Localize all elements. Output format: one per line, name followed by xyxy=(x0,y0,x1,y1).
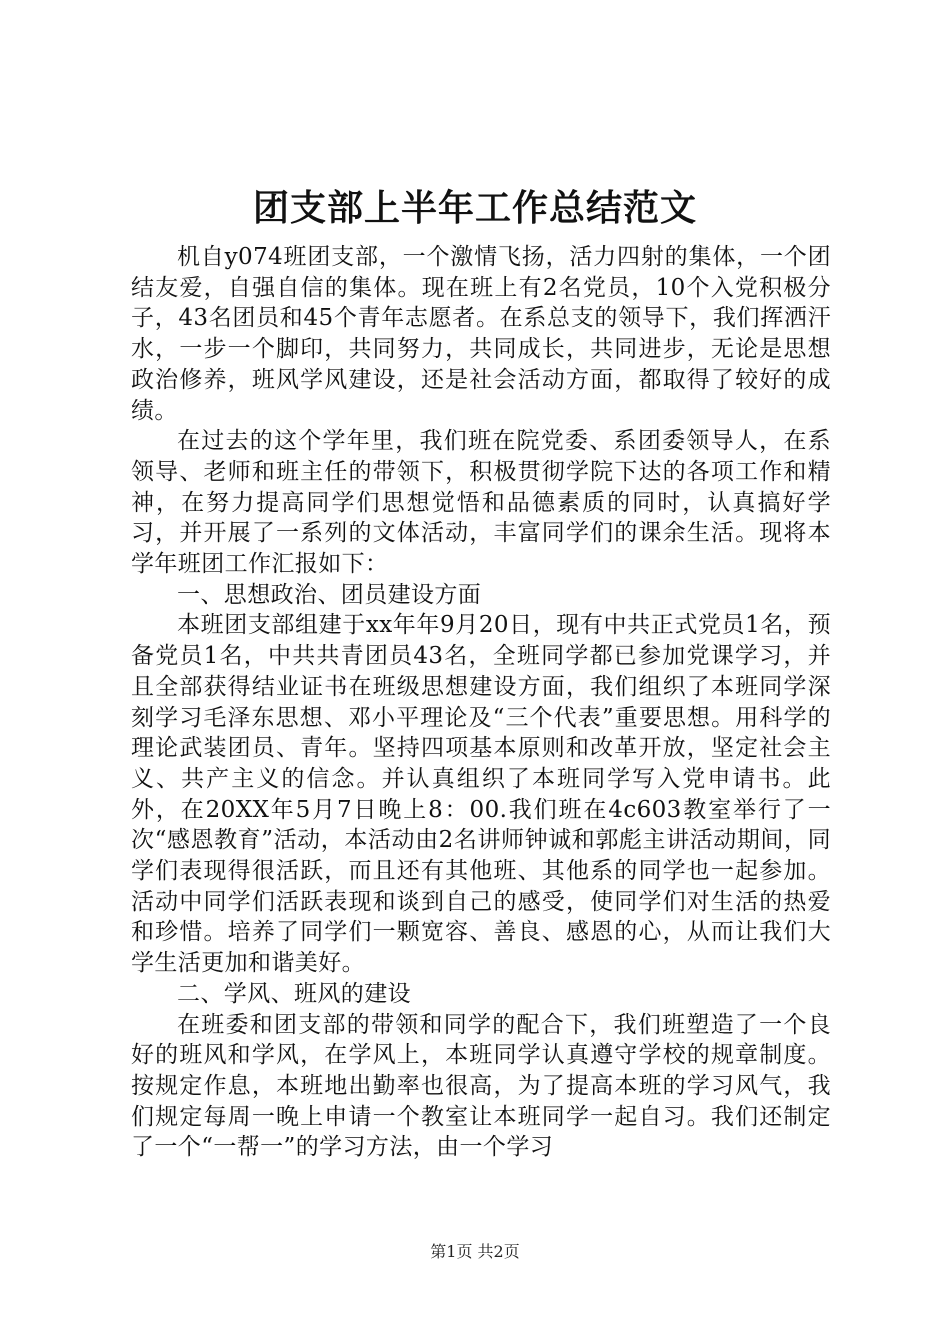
paragraph-intro: 机自y074班团支部，一个激情飞扬，活力四射的集体，一个团结友爱，自强自信的集体。现在班上有2名党员，10个入党积极分子，43名团员和45个青年志愿者。在系总支的领导下，我们挥洒汗水，一步一个脚印，共同努力，共同成长，共同进步，无论是思想政治修养，班风学风建设，还是社会活动方面，都取得了较好的成绩。 xyxy=(131,244,831,424)
paragraph-ideology: 本班团支部组建于xx年年9月20日，现有中共正式党员1名，预备党员1名，中共共青团员43名，全班同学都已参加党课学习，并且全部获得结业证书在班级思想建设方面，我们组织了本班同学深刻学习毛泽东思想、邓小平理论及“三个代表”重要思想。用科学的理论武装团员、青年。坚持四项基本原则和改革开放，坚定社会主义、共产主义的信念。并认真组织了本班同学写入党申请书。此外，在20XX年5月7日晚上8：00.我们班在4c603教室举行了一次“感恩教育”活动，本活动由2名讲师钟诚和郭彪主讲活动期间，同学们表现得很活跃，而且还有其他班、其他系的同学也一起参加。活动中同学们活跃表现和谈到自己的感受，使同学们对生活的热爱和珍惜。培养了同学们一颗宽容、善良、感恩的心，从而让我们大学生活更加和谐美好。 xyxy=(131,612,831,977)
paragraph-study-style: 在班委和团支部的带领和同学的配合下，我们班塑造了一个良好的班风和学风，在学风上，本班同学认真遵守学校的规章制度。按规定作息，本班地出勤率也很高，为了提高本班的学习风气，我们规定每周一晚上申请一个教室让本班同学一起自习。我们还制定了一个“一帮一”的学习方法，由一个学习 xyxy=(131,1011,831,1161)
section-heading-study-style: 二、学风、班风的建设 xyxy=(177,980,411,1007)
page-footer: 第1页 共2页 xyxy=(430,1242,520,1261)
paragraph-overview: 在过去的这个学年里，我们班在院党委、系团委领导人，在系领导、老师和班主任的带领下，积极贯彻学院下达的各项工作和精神，在努力提高同学们思想觉悟和品德素质的同时，认真搞好学习，并开展了一系列的文体活动，丰富同学们的课余生活。现将本学年班团工作汇报如下： xyxy=(131,428,831,578)
document-body xyxy=(131,242,831,1163)
section-heading-ideology: 一、思想政治、团员建设方面 xyxy=(177,581,482,608)
document-title: 团支部上半年工作总结范文 xyxy=(252,187,697,229)
